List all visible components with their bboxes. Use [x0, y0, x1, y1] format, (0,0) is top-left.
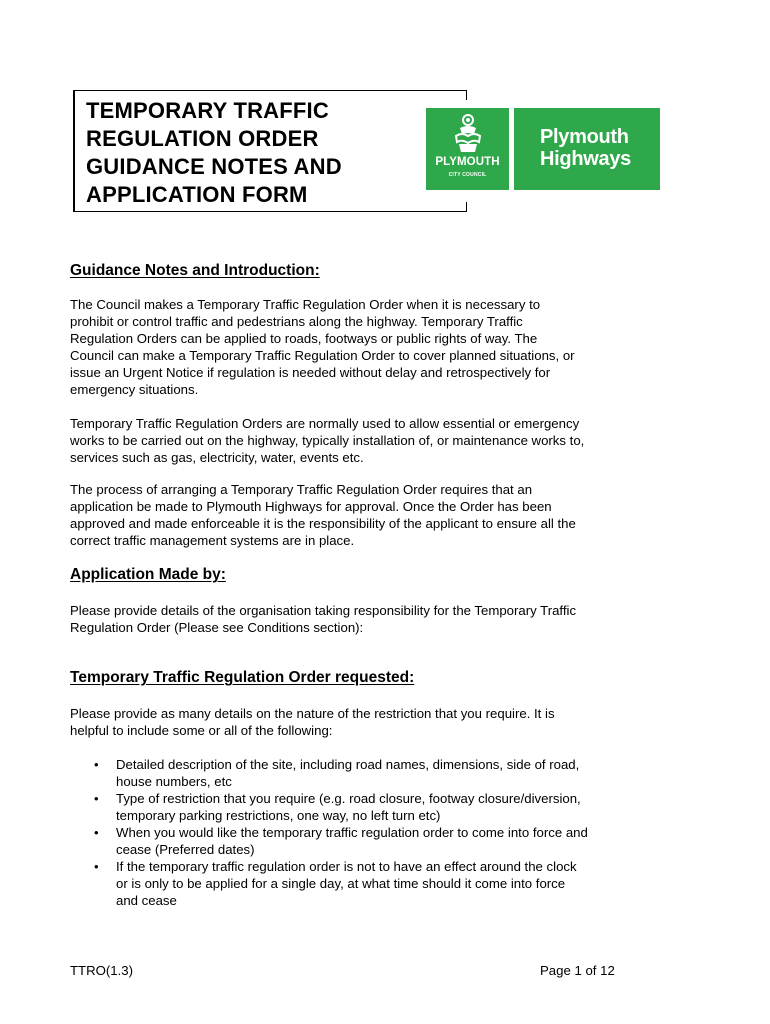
title-line: APPLICATION FORM — [86, 182, 308, 207]
bullet-icon: • — [94, 791, 99, 806]
document-reference: TTRO(1.3) — [70, 963, 134, 978]
text-line: prohibit or control traffic and pedestrians along the highway. Temporary Traffic — [70, 314, 523, 329]
application-paragraph — [70, 602, 576, 636]
list-item — [70, 790, 588, 824]
text-line: Type of restriction that you require (e.g. road closure, footway closure/diversion, — [116, 791, 581, 806]
council-sub: CITY COUNCIL — [448, 172, 487, 178]
text-line: The process of arranging a Temporary Traffic Regulation Order requires that an — [70, 482, 533, 497]
text-line: and cease — [116, 893, 177, 908]
application-heading: Application Made by: — [70, 566, 226, 583]
text-line: approved and made enforceable it is the responsibility of the applicant to ensure all the — [70, 516, 576, 531]
page-number: Page 1 of 12 — [540, 963, 615, 978]
text-line: Council can make a Temporary Traffic Regulation Order to cover planned situations, or — [70, 348, 575, 363]
requested-paragraph — [70, 705, 555, 739]
text-line: house numbers, etc — [116, 774, 232, 789]
text-line: emergency situations. — [70, 382, 199, 397]
text-line: If the temporary traffic regulation order is not to have an effect around the clock — [116, 859, 577, 874]
highways-logo-line: Highways — [540, 148, 631, 170]
requested-heading: Temporary Traffic Regulation Order requested: — [70, 669, 415, 686]
guidance-paragraph-2 — [70, 415, 584, 466]
text-line: helpful to include some or all of the following: — [70, 723, 333, 738]
guidance-heading: Guidance Notes and Introduction: — [70, 262, 320, 279]
text-line: application be made to Plymouth Highways for approval. Once the Order has been — [70, 499, 552, 514]
text-line: correct traffic management systems are in place. — [70, 533, 355, 548]
text-line: When you would like the temporary traffic regulation order to come into force and — [116, 825, 588, 840]
title-box — [73, 90, 466, 212]
text-line: Please provide as many details on the nature of the restriction that you require. It is — [70, 706, 555, 721]
text-line: The Council makes a Temporary Traffic Regulation Order when it is necessary to — [70, 297, 541, 312]
text-line: cease (Preferred dates) — [116, 842, 255, 857]
guidance-paragraph-1 — [70, 296, 575, 398]
text-line: Please provide details of the organisation taking responsibility for the Temporary Traffic — [70, 603, 577, 618]
title-line: GUIDANCE NOTES AND — [86, 154, 342, 179]
text-line: Regulation Orders can be applied to roads, footways or public rights of way. The — [70, 331, 538, 346]
bullet-icon: • — [94, 825, 99, 840]
text-line: services such as gas, electricity, water, events etc. — [70, 450, 364, 465]
crest-icon — [451, 112, 485, 154]
text-line: Regulation Order (Please see Conditions section): — [70, 620, 364, 635]
plymouth-highways-logo — [514, 108, 660, 190]
council-name: PLYMOUTH — [435, 156, 500, 168]
highways-logo-line: Plymouth — [540, 126, 629, 148]
text-line: temporary parking restrictions, one way, no left turn etc) — [116, 808, 441, 823]
text-line: issue an Urgent Notice if regulation is needed without delay and retrospectively for — [70, 365, 551, 380]
title-line: TEMPORARY TRAFFIC — [86, 98, 329, 123]
plymouth-city-council-logo — [426, 108, 509, 190]
list-item — [70, 824, 588, 858]
list-item — [70, 858, 588, 909]
guidance-paragraph-3 — [70, 481, 576, 549]
requirements-list — [70, 756, 588, 909]
bullet-icon: • — [94, 859, 99, 874]
list-item — [70, 756, 588, 790]
text-line: Temporary Traffic Regulation Orders are normally used to allow essential or emergency — [70, 416, 580, 431]
text-line: works to be carried out on the highway, typically installation of, or maintenance works to, — [70, 433, 585, 448]
text-line: or is only to be applied for a single day, at what time should it come into force — [116, 876, 566, 891]
bullet-icon: • — [94, 757, 99, 772]
title-line: REGULATION ORDER — [86, 126, 319, 151]
text-line: Detailed description of the site, including road names, dimensions, side of road, — [116, 757, 580, 772]
